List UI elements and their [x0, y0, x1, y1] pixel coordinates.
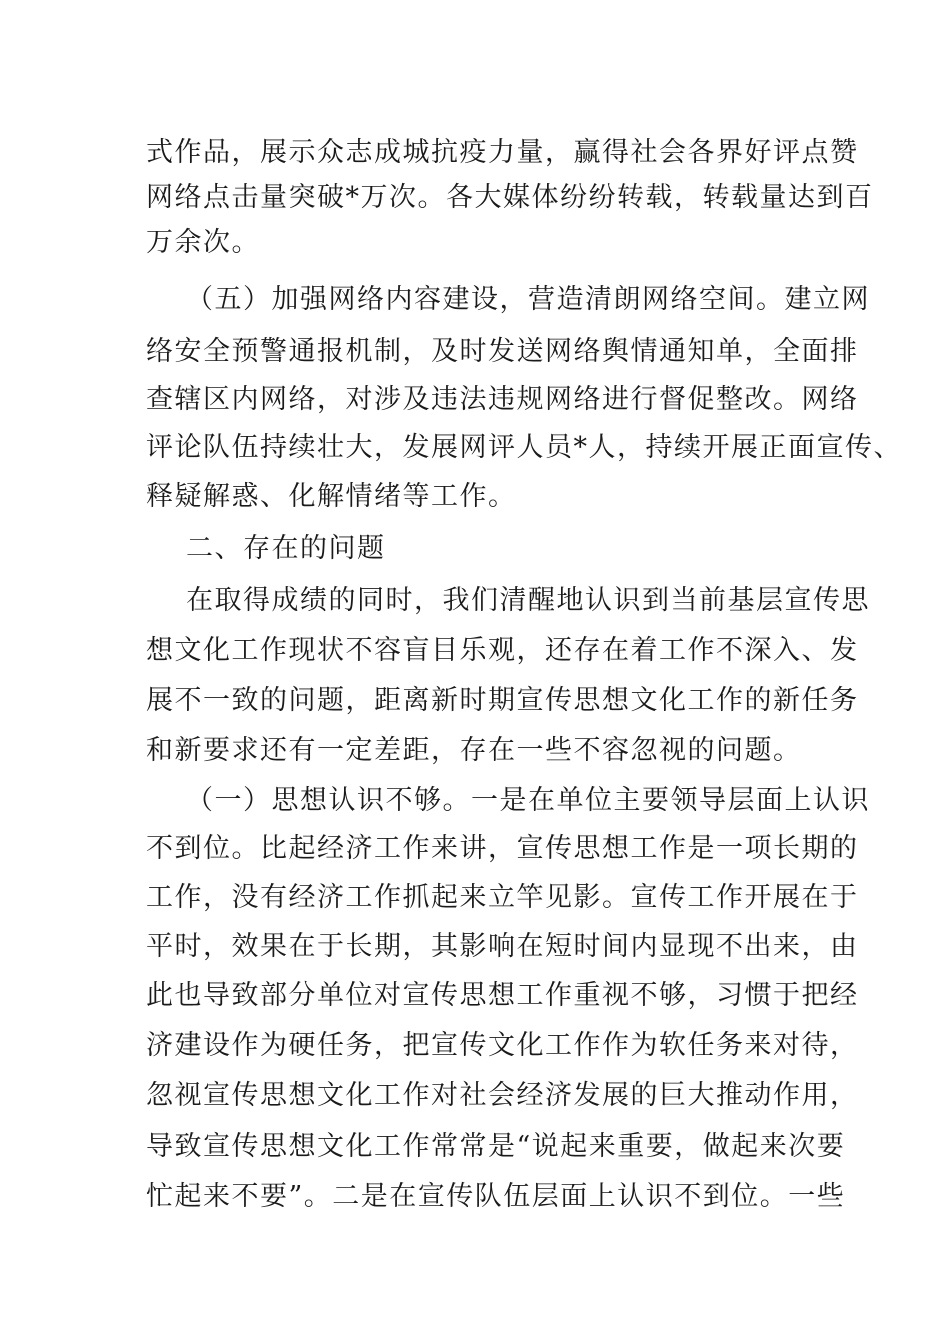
text-line: 不到位。比起经济工作来讲，宣传思想工作是一项长期的 — [146, 833, 859, 864]
text-line: 展不一致的问题，距离新时期宣传思想文化工作的新任务 — [146, 685, 859, 716]
text-line: 工作，没有经济工作抓起来立竿见影。宣传工作开展在于 — [146, 882, 859, 913]
text-line: 平时，效果在于长期，其影响在短时间内显现不出来，由 — [146, 931, 859, 962]
text-line: 忙起来不要”。二是在宣传队伍层面上认识不到位。一些 — [146, 1181, 846, 1212]
section-title-problems: 二、存在的问题 — [186, 533, 386, 564]
text-line: 释疑解惑、化解情绪等工作。 — [146, 481, 517, 512]
paragraph-start: 在取得成绩的同时，我们清醒地认识到当前基层宣传思 — [186, 585, 870, 616]
text-line: 式作品，展示众志成城抗疫力量，赢得社会各界好评点赞 — [146, 137, 859, 168]
text-line: 此也导致部分单位对宣传思想工作重视不够，习惯于把经 — [146, 980, 859, 1011]
section-heading-five: （五）加强网络内容建设，营造清朗网络空间。建立网 — [186, 284, 870, 315]
section-heading-one: （一）思想认识不够。一是在单位主要领导层面上认识 — [186, 785, 870, 816]
text-line: 查辖区内网络，对涉及违法违规网络进行督促整改。网络 — [146, 384, 859, 415]
text-line: 络安全预警通报机制，及时发送网络舆情通知单，全面排 — [146, 336, 859, 367]
text-line: 济建设作为硬任务，把宣传文化工作作为软任务来对待， — [146, 1030, 859, 1061]
text-line: 评论队伍持续壮大，发展网评人员*人，持续开展正面宣传、 — [146, 432, 902, 463]
text-line: 想文化工作现状不容盲目乐观，还存在着工作不深入、发 — [146, 635, 859, 666]
text-line: 网络点击量突破*万次。各大媒体纷纷转载，转载量达到百 — [146, 182, 874, 213]
text-line: 导致宣传思想文化工作常常是“说起来重要，做起来次要 — [146, 1131, 846, 1162]
text-line: 和新要求还有一定差距，存在一些不容忽视的问题。 — [146, 735, 802, 766]
text-line: 忽视宣传思想文化工作对社会经济发展的巨大推动作用， — [146, 1080, 859, 1111]
text-line: 万余次。 — [146, 227, 260, 258]
